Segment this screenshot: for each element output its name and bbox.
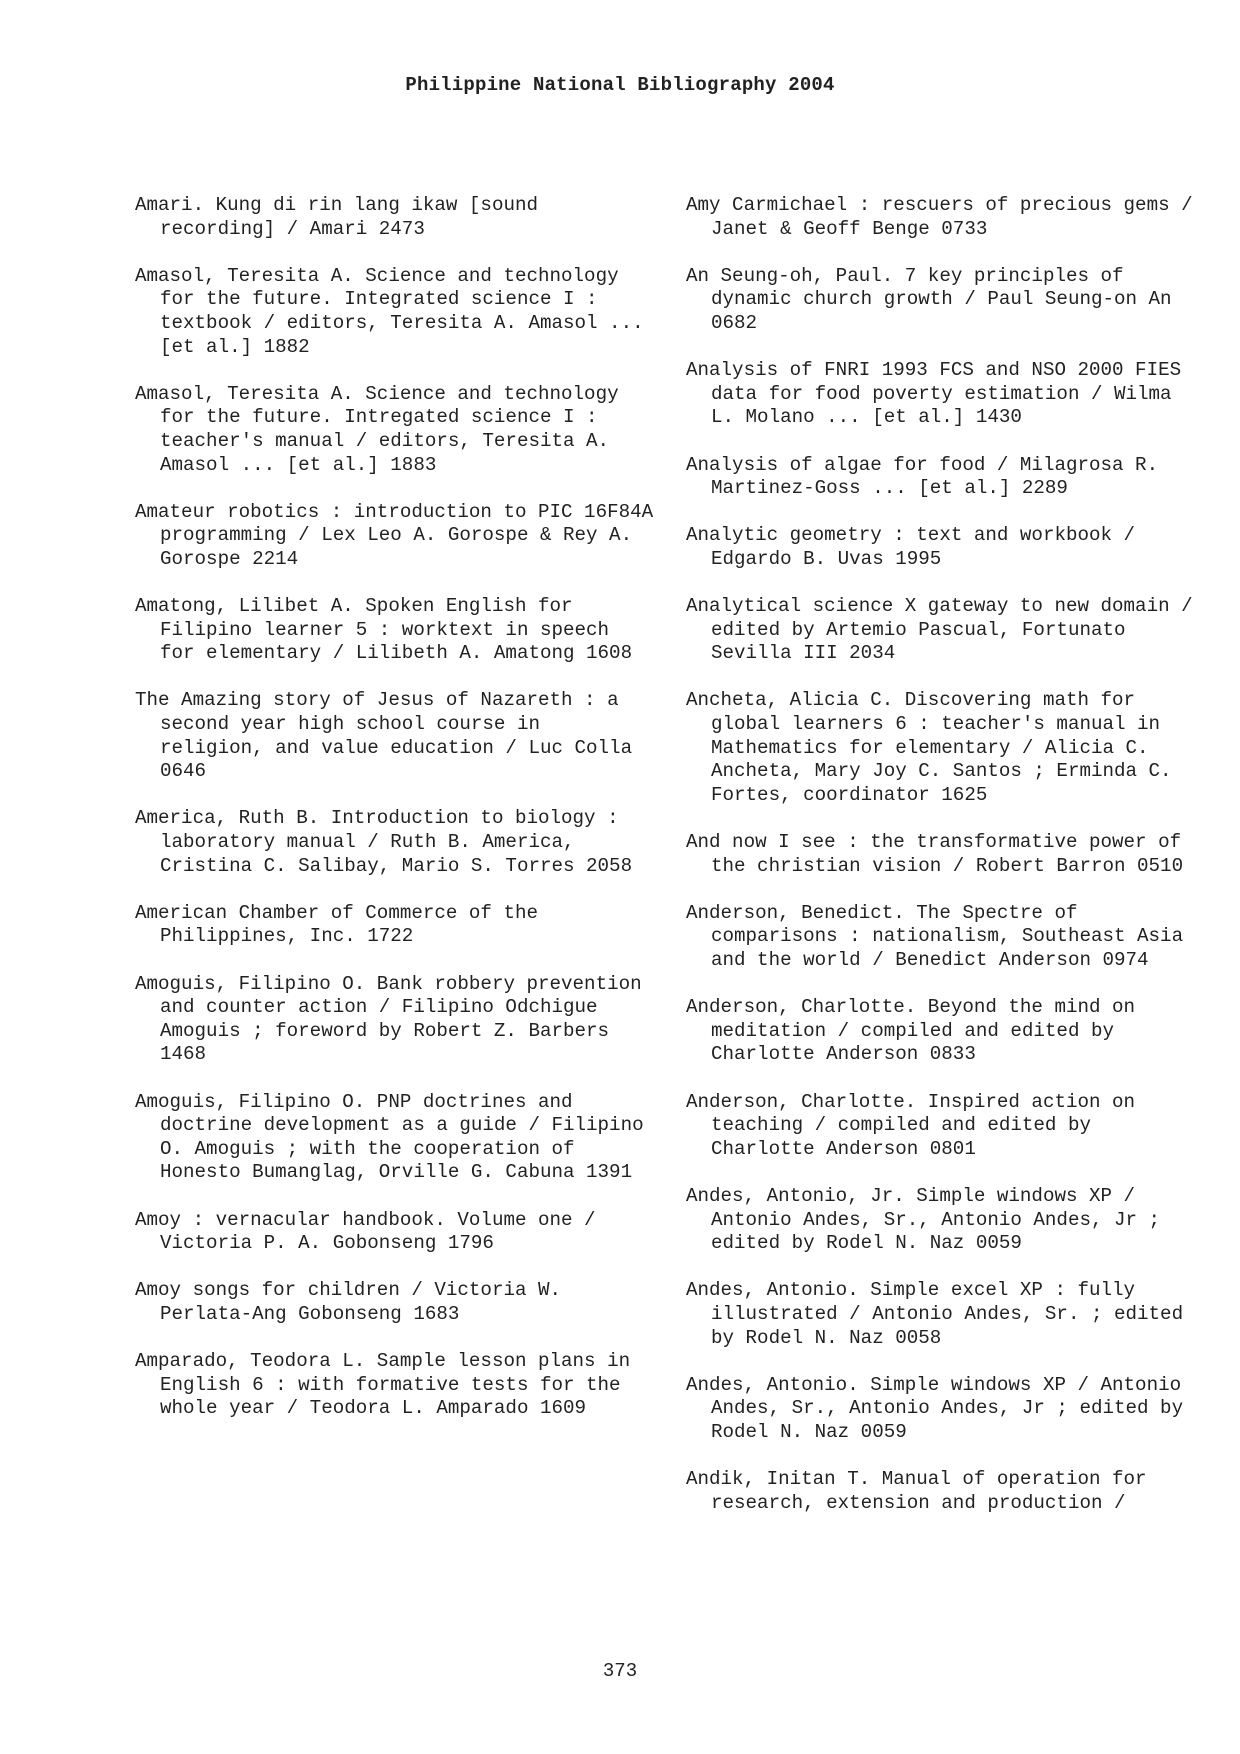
left-column [135, 194, 655, 1444]
bibliography-entry: Analysis of algae for food / Milagrosa R. Martinez-Goss ... [et al.] 2289 [686, 453, 1159, 500]
bibliography-entry: And now I see : the transformative power of the christian vision / Robert Barron 0510 [686, 831, 1184, 877]
bibliography-entry: The Amazing story of Jesus of Nazareth : a second year high school course in religion, and value education / Luc Colla 0646 [135, 689, 633, 783]
bibliography-entry: Anderson, Benedict. The Spectre of comparisons : nationalism, Southeast Asia and the world / Benedict Anderson 0974 [686, 901, 1184, 971]
bibliography-entry: Analytical science X gateway to new domain / edited by Artemio Pascual, Fortunato Sevilla III 2034 [686, 595, 1193, 665]
bibliography-entry: Andik, Initan T. Manual of operation for research, extension and production / [686, 1468, 1147, 1514]
bibliography-entry: Andes, Antonio. Simple excel XP : fully illustrated / Antonio Andes, Sr. ; edited by Rodel N. Naz 0058 [686, 1279, 1184, 1349]
bibliography-entry: Andes, Antonio, Jr. Simple windows XP / Antonio Andes, Sr., Antonio Andes, Jr ; edited by Rodel N. Naz 0059 [686, 1184, 1161, 1255]
bibliography-entry: Amateur robotics : introduction to PIC 16F84A programming / Lex Leo A. Gorospe & Rey A. Gorospe 2214 [135, 500, 654, 570]
bibliography-entry: Amoguis, Filipino O. Bank robbery prevention and counter action / Filipino Odchigue Amoguis ; foreword by Robert Z. Barbers 1468 [135, 972, 642, 1066]
bibliography-entry: Amoy songs for children / Victoria W. Perlata-Ang Gobonseng 1683 [135, 1279, 562, 1325]
bibliography-entry: Amoguis, Filipino O. PNP doctrines and doctrine development as a guide / Filipino O. Amoguis ; with the cooperation of Honesto Bumanglag, Orville G. Cabuna 1391 [135, 1090, 644, 1184]
bibliography-entry: An Seung-oh, Paul. 7 key principles of dynamic church growth / Paul Seung-on An 0682 [686, 264, 1172, 334]
right-column [686, 194, 1206, 1539]
page-number: 373 [602, 1660, 638, 1682]
bibliography-entry: Analytic geometry : text and workbook / Edgardo B. Uvas 1995 [686, 524, 1136, 570]
page-title: Philippine National Bibliography 2004 [405, 74, 835, 96]
bibliography-entry: Ancheta, Alicia C. Discovering math for global learners 6 : teacher's manual in Mathematics for elementary / Alicia C. Ancheta, Mary Joy C. Santos ; Erminda C. Fortes, coordinator 1625 [686, 689, 1172, 806]
bibliography-entry: Anderson, Charlotte. Beyond the mind on meditation / compiled and edited by Charlotte Anderson 0833 [686, 996, 1136, 1066]
bibliography-entry: Amparado, Teodora L. Sample lesson plans in English 6 : with formative tests for the whole year / Teodora L. Amparado 1609 [135, 1350, 631, 1420]
bibliography-entry: Amy Carmichael : rescuers of precious gems / Janet & Geoff Benge 0733 [686, 194, 1193, 240]
bibliography-entry: Amatong, Lilibet A. Spoken English for Filipino learner 5 : worktext in speech for elementary / Lilibeth A. Amatong 1608 [135, 595, 633, 665]
bibliography-entry: Andes, Antonio. Simple windows XP / Antonio Andes, Sr., Antonio Andes, Jr ; edited by Rodel N. Naz 0059 [686, 1373, 1184, 1443]
bibliography-entry: America, Ruth B. Introduction to biology : laboratory manual / Ruth B. America, Cristina C. Salibay, Mario S. Torres 2058 [135, 807, 633, 877]
bibliography-entry: Analysis of FNRI 1993 FCS and NSO 2000 FIES data for food poverty estimation / Wilma L. Molano ... [et al.] 1430 [686, 359, 1182, 429]
bibliography-entry: American Chamber of Commerce of the Philippines, Inc. 1722 [135, 901, 539, 948]
bibliography-entry: Amasol, Teresita A. Science and technology for the future. Intregated science I : teacher's manual / editors, Teresita A. Amasol ... [et al.] 1883 [135, 382, 619, 476]
bibliography-entry: Anderson, Charlotte. Inspired action on teaching / compiled and edited by Charlotte Anderson 0801 [686, 1090, 1136, 1160]
bibliography-entry: Amoy : vernacular handbook. Volume one / Victoria P. A. Gobonseng 1796 [135, 1208, 596, 1255]
bibliography-entry: Amasol, Teresita A. Science and technology for the future. Integrated science I : textbook / editors, Teresita A. Amasol ... [et al.] 1882 [135, 264, 644, 358]
bibliography-entry: Amari. Kung di rin lang ikaw [sound recording] / Amari 2473 [135, 194, 539, 240]
